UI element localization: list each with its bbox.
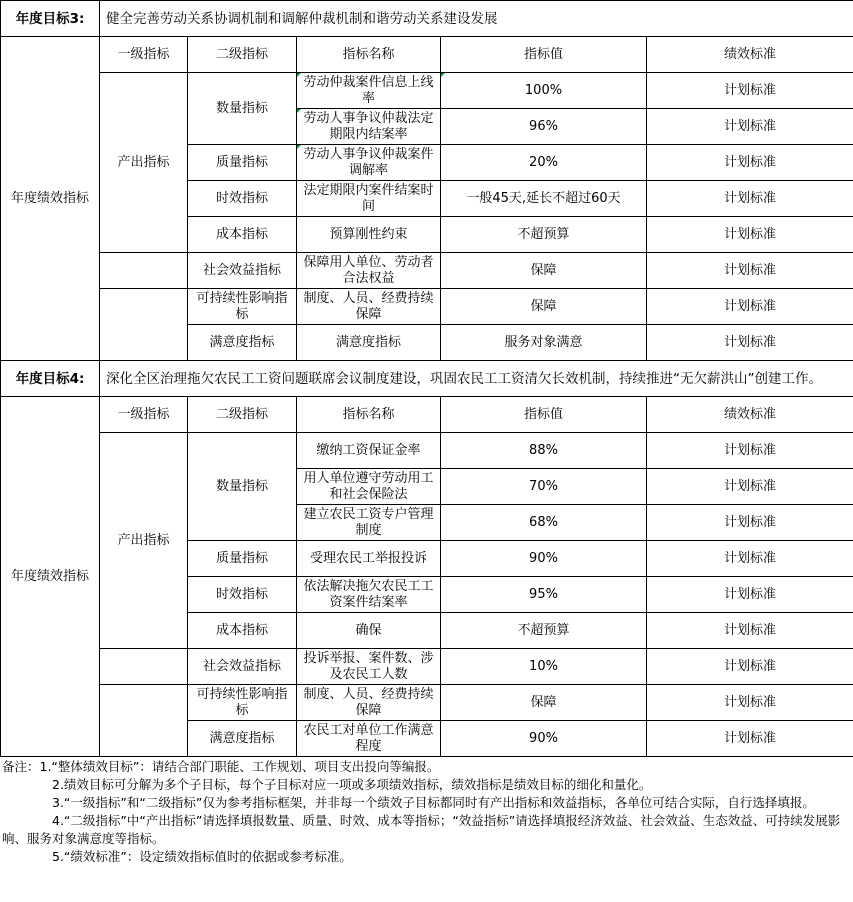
- performance-standard: 计划标准: [647, 649, 853, 685]
- performance-standard: 计划标准: [647, 541, 853, 577]
- performance-standard: 计划标准: [647, 253, 853, 289]
- indicator-name: 满意度指标: [297, 325, 441, 361]
- level1-empty-cell: [100, 649, 188, 685]
- indicator-value: 96%: [441, 109, 647, 145]
- goal3-annual-indicators-label: 年度绩效指标: [1, 37, 100, 361]
- performance-standard: 计划标准: [647, 505, 853, 541]
- level1-empty-cell: [100, 253, 188, 289]
- header-level1: 一级指标: [100, 397, 188, 433]
- performance-standard: 计划标准: [647, 469, 853, 505]
- indicator-value: 保障: [441, 685, 647, 721]
- goal4-output-label: 产出指标: [100, 433, 188, 649]
- performance-standard: 计划标准: [647, 109, 853, 145]
- level2-cell: 满意度指标: [188, 325, 297, 361]
- indicator-name: 劳动人事争议仲裁法定期限内结案率: [297, 109, 441, 145]
- goal3-text: 健全完善劳动关系协调机制和调解仲裁机制和谐劳动关系建设发展: [100, 1, 853, 37]
- performance-standard: 计划标准: [647, 145, 853, 181]
- header-level2: 二级指标: [188, 397, 297, 433]
- indicator-value: 保障: [441, 289, 647, 325]
- goal4-header-row: [1, 397, 853, 433]
- level2-cell: 社会效益指标: [188, 253, 297, 289]
- level2-cell: 质量指标: [188, 541, 297, 577]
- performance-standard: 计划标准: [647, 289, 853, 325]
- level2-cell: 时效指标: [188, 577, 297, 613]
- header-indicator-value: 指标值: [441, 397, 647, 433]
- table-row: [1, 73, 853, 109]
- indicator-name: 保障用人单位、劳动者合法权益: [297, 253, 441, 289]
- goal4-row: [1, 361, 853, 397]
- indicator-value: 95%: [441, 577, 647, 613]
- table-row: [1, 685, 853, 721]
- level2-cell: 成本指标: [188, 613, 297, 649]
- level2-cell: 可持续性影响指标: [188, 685, 297, 721]
- header-performance-standard: 绩效标准: [647, 397, 853, 433]
- indicator-value: 90%: [441, 721, 647, 757]
- header-indicator-name: 指标名称: [297, 37, 441, 73]
- indicator-value: 不超预算: [441, 217, 647, 253]
- level2-cell: 满意度指标: [188, 721, 297, 757]
- performance-standard: 计划标准: [647, 613, 853, 649]
- note-item: 5.“绩效标准”：设定绩效指标值时的依据或参考标准。: [52, 849, 352, 864]
- performance-standard: 计划标准: [647, 721, 853, 757]
- performance-standard: 计划标准: [647, 325, 853, 361]
- performance-standard: 计划标准: [647, 685, 853, 721]
- indicator-value: 10%: [441, 649, 647, 685]
- performance-standard: 计划标准: [647, 217, 853, 253]
- indicator-name: 预算刚性约束: [297, 217, 441, 253]
- indicator-name: 制度、人员、经费持续保障: [297, 289, 441, 325]
- indicator-name: 用人单位遵守劳动用工和社会保险法: [297, 469, 441, 505]
- header-indicator-value: 指标值: [441, 37, 647, 73]
- table-row: [1, 253, 853, 289]
- indicator-value: 服务对象满意: [441, 325, 647, 361]
- level2-cell: 时效指标: [188, 181, 297, 217]
- level2-cell: 可持续性影响指标: [188, 289, 297, 325]
- goal4-annual-indicators-label: 年度绩效指标: [1, 397, 100, 757]
- level2-cell: 数量指标: [188, 433, 297, 541]
- performance-standard: 计划标准: [647, 181, 853, 217]
- level1-empty-cell: [100, 289, 188, 361]
- header-indicator-name: 指标名称: [297, 397, 441, 433]
- goal3-row: [1, 1, 853, 37]
- indicator-name: 依法解决拖欠农民工工资案件结案率: [297, 577, 441, 613]
- level2-cell: 成本指标: [188, 217, 297, 253]
- header-level2: 二级指标: [188, 37, 297, 73]
- indicator-name: 制度、人员、经费持续保障: [297, 685, 441, 721]
- performance-standard: 计划标准: [647, 577, 853, 613]
- level2-cell: 数量指标: [188, 73, 297, 145]
- indicator-value: 不超预算: [441, 613, 647, 649]
- indicator-value: 100%: [441, 73, 647, 109]
- indicator-name: 缴纳工资保证金率: [297, 433, 441, 469]
- indicator-value: 88%: [441, 433, 647, 469]
- indicator-name: 劳动人事争议仲裁案件调解率: [297, 145, 441, 181]
- indicator-name: 法定期限内案件结案时间: [297, 181, 441, 217]
- goal3-header-row: [1, 37, 853, 73]
- goal3-label: 年度目标3:: [1, 1, 100, 37]
- goal4-label: 年度目标4:: [1, 361, 100, 397]
- indicator-name: 农民工对单位工作满意程度: [297, 721, 441, 757]
- indicator-value: 一般45天,延长不超过60天: [441, 181, 647, 217]
- level1-empty-cell: [100, 685, 188, 757]
- table-row: [1, 289, 853, 325]
- header-level1: 一级指标: [100, 37, 188, 73]
- indicator-value: 保障: [441, 253, 647, 289]
- indicator-value: 70%: [441, 469, 647, 505]
- goal3-output-label: 产出指标: [100, 73, 188, 253]
- note-item: 3.“一级指标”和“二级指标”仅为参考指标框架，并非每一个绩效子目标都同时有产出指标和效益指标，各单位可结合实际，自行选择填报。: [52, 795, 815, 810]
- indicator-name: 确保: [297, 613, 441, 649]
- indicator-name: 建立农民工资专户管理制度: [297, 505, 441, 541]
- indicator-name: 投诉举报、案件数、涉及农民工人数: [297, 649, 441, 685]
- indicator-value: 90%: [441, 541, 647, 577]
- level2-cell: 社会效益指标: [188, 649, 297, 685]
- level2-cell: 质量指标: [188, 145, 297, 181]
- indicator-value: 68%: [441, 505, 647, 541]
- indicator-name: 受理农民工举报投诉: [297, 541, 441, 577]
- goal4-text: 深化全区治理拖欠农民工工资问题联席会议制度建设，巩固农民工工资清欠长效机制，持续推进“无欠薪洪山”创建工作。: [100, 361, 853, 397]
- notes-section: [0, 757, 853, 866]
- table-row: [1, 433, 853, 469]
- header-performance-standard: 绩效标准: [647, 37, 853, 73]
- indicator-name: 劳动仲裁案件信息上线率: [297, 73, 441, 109]
- note-item: 备注：1.“整体绩效目标”：请结合部门职能、工作规划、项目支出投向等编报。: [2, 759, 440, 774]
- performance-standard: 计划标准: [647, 433, 853, 469]
- performance-standard: 计划标准: [647, 73, 853, 109]
- note-item: 2.绩效目标可分解为多个子目标，每个子目标对应一项或多项绩效指标，绩效指标是绩效目标的细化和量化。: [52, 777, 652, 792]
- indicator-value: 20%: [441, 145, 647, 181]
- note-item: 4.“二级指标”中“产出指标”请选择填报数量、质量、时效、成本等指标；“效益指标”请选择填报经济效益、社会效益、生态效益、可持续发展影响、服务对象满意度等指标。: [2, 813, 841, 846]
- table-row: [1, 649, 853, 685]
